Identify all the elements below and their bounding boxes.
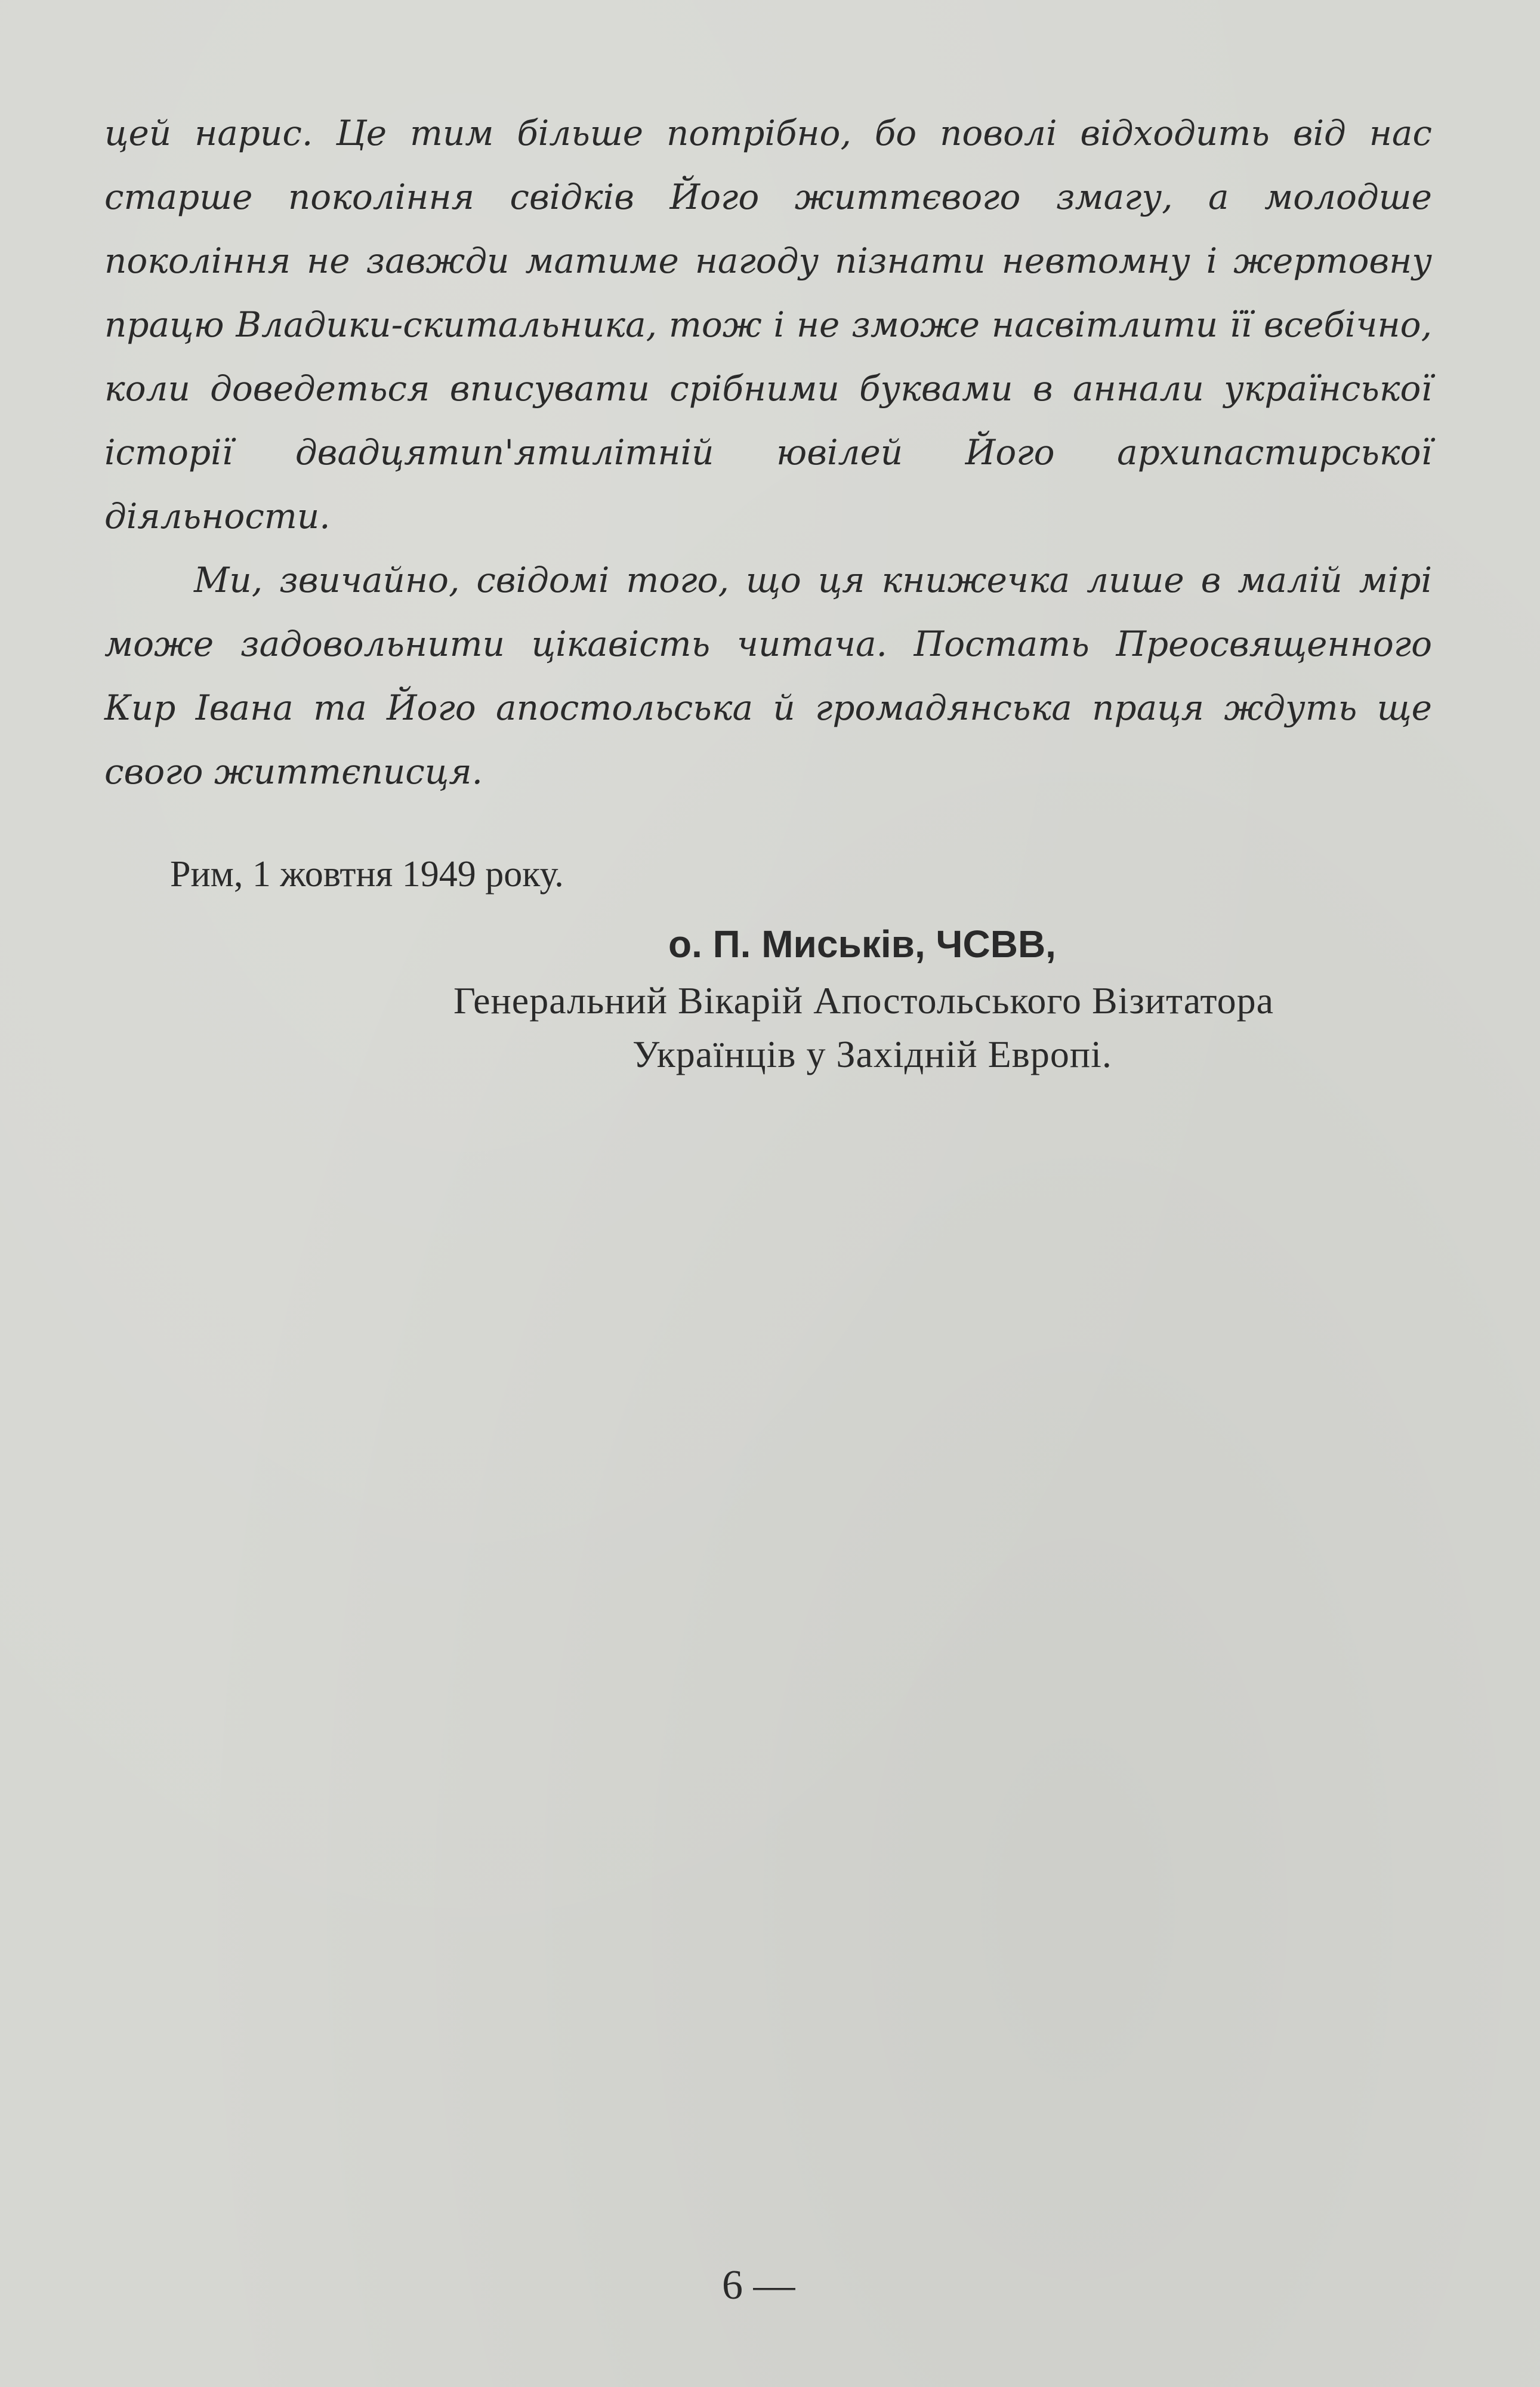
page-number: 6 — — [722, 2262, 795, 2308]
paragraph-closing: Ми, звичайно, свідомі того, що ця книжечка лише в малій мірі може задовольнити цікавість читача. Постать Преосвященного Кир Івана та Його апостольська й громадянська праця ждуть ще свого життєписця. — [104, 560, 1432, 792]
body-text — [104, 101, 1432, 804]
paragraph-continuation: цей нарис. Це тим більше потрібно, бо поволі відходить від нас старше покоління свідків Його життєвого змагу, а молодше покоління не завжди матиме нагоду пізнати невтомну і жертовну працю Владики-скитальника, тож і не зможе насвітлити її всебічно, коли доведеться вписувати срібними буквами в аннали української історії двадцятип'ятилітній ювілей Його архипастирської діяльности. — [104, 113, 1432, 536]
signature-organization: Українців у Західній Европі. — [632, 1033, 1112, 1075]
place-and-date: Рим, 1 жовтня 1949 року. — [170, 854, 564, 895]
signature-name: о. П. Миськів, ЧСВВ, — [668, 923, 1056, 966]
signature-title: Генеральний Вікарій Апостольського Візитатора — [453, 979, 1274, 1022]
